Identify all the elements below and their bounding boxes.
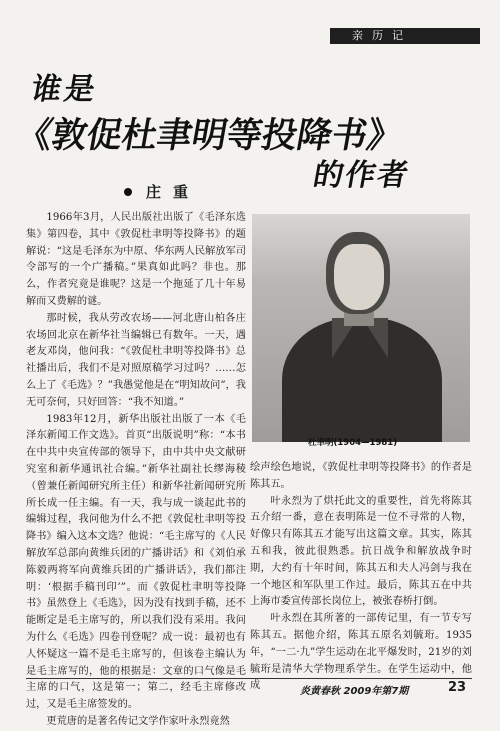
portrait-photo xyxy=(252,214,470,442)
page-number: 23 xyxy=(448,680,467,695)
paragraph: 1983年12月，新华出版社出版了一本《毛泽东新闻工作文选》。首页“出版说明”称：“本书在中共中央宣传部的领导下，由中共中央文献研究室和新华通讯社合编。”新华社副社长缪海稜（曾兼任新闻研究所主任）和新华社新闻研究所所长成一任主编。有一天，我与成一谈起此书的编辑过程，我问他为什么不把《敦促杜聿明等投降书》编入这本文选？他说：“毛主席写的《人民解放军总部向黄维兵团的广播讲话》和《刘伯承陈毅两将军向黄维兵团的广播讲话》，我们都注明：‘根据手稿刊印’”。而《敦促杜聿明等投降书》虽然登上《毛选》，因为没有找到手稿，还不能断定是毛主席写的，所以我们没有采用。我问为什么《毛选》四卷刊登呢？成一说：最初也有人怀疑这一篇不是毛主席写的，但该卷主编认为是毛主席写的，他的根据是：文章的口气像是毛主席的口气，这是第一；第二，经毛主席修改过，又是毛主席签发的。 xyxy=(26,413,246,711)
article-title-line-1: 谁是 xyxy=(28,72,101,107)
paragraph: 更荒唐的是著名传记文学作家叶永烈竟然 xyxy=(46,715,230,727)
author-name: 庄重 xyxy=(146,183,201,201)
paragraph: 叶永烈为了烘托此文的重要性，首先将陈其五介绍一番，意在表明陈是一位不寻常的人物，好像只有陈其五才能写出这篇文章。其实，陈其五和我，彼此很熟悉。抗日战争和解放战争时期，大约有十年时间，陈其五和夫人冯剑与我在一个地区和军队里工作过。最后，陈其五在中共上海市委宣传部长岗位上，被张春桥打倒。 xyxy=(250,495,472,608)
paragraph: 绘声绘色地说，《敦促杜聿明等投降书》的作者是陈其五。 xyxy=(250,462,472,490)
section-label: 亲历记 xyxy=(352,29,412,42)
paragraph: 那时候，我从劳改农场——河北唐山柏各庄农场回北京在新华社当编辑已有数年。一天，遇老友邓岗，他问我：“《敦促杜聿明等投降书》总社播出后，我们不是对照原稿学习过吗？……怎么上了《毛选》？”我愚觉他是在“明知故问”，我无可奈何，只好回答：“我不知道。” xyxy=(26,312,246,408)
paragraph: 1966年3月，人民出版社出版了《毛泽东选集》第四卷，其中《敦促杜聿明等投降书》的题解说：“这是毛泽东为中原、华东两人民解放军司令部写的一个广播稿。”果真如此吗？非也。那么，作者究竟是谁呢？这是一个拖延了几十年易解而又费解的谜。 xyxy=(26,212,246,307)
paragraph: 叶永烈在其所著的一部传记里，有一节专写陈其五。据他介绍，陈其五原名刘毓珩。1935年，“一二·九”学生运动在北平爆发时，21岁的刘毓珩是清华大学物理系学生。在学生运动中，他成 xyxy=(250,613,472,692)
article-column-left xyxy=(26,210,246,731)
bullet-icon xyxy=(124,188,132,196)
article-title-line-2: 《敦促杜聿明等投降书》 xyxy=(13,116,406,156)
article-column-right xyxy=(250,460,472,695)
photo-caption: 杜聿明(1904—1981) xyxy=(308,438,398,448)
footer-journal-issue: 炎黄春秋 2009年第7期 xyxy=(300,686,409,697)
article-title-line-3: 的作者 xyxy=(310,158,413,193)
footer-rule xyxy=(26,678,472,679)
photo-face-shape xyxy=(334,244,384,310)
